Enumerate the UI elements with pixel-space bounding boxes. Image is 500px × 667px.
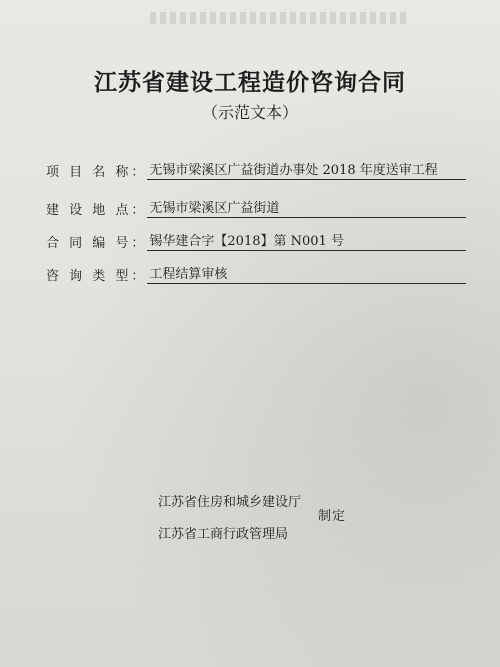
field-value: 工程结算审核 xyxy=(147,263,466,284)
document-title: 江苏省建设工程造价咨询合同 xyxy=(94,70,406,96)
field-contract-number xyxy=(46,229,466,251)
issuer-block xyxy=(158,487,301,551)
field-value: 锡华建合字【2018】第 N001 号 xyxy=(147,230,466,251)
field-label: 建 设 地 点： xyxy=(46,203,148,218)
field-construction-site xyxy=(46,196,466,218)
field-project-name xyxy=(46,158,466,180)
field-value: 无锡市梁溪区广益街道办事处 2018 年度送审工程 xyxy=(147,159,466,180)
document-subtitle: （示范文本） xyxy=(201,103,298,122)
field-consulting-type xyxy=(46,262,466,284)
issuer-housing-department: 江苏省住房和城乡建设厅 xyxy=(158,495,302,510)
field-value: 无锡市梁溪区广益街道 xyxy=(147,197,466,218)
issuer-commerce-bureau: 江苏省工商行政管理局 xyxy=(158,527,289,542)
field-label: 合 同 编 号： xyxy=(46,236,148,251)
issued-by-label: 制定 xyxy=(318,509,347,524)
field-label: 咨 询 类 型： xyxy=(46,269,148,284)
show-through-text xyxy=(150,12,410,24)
field-label: 项 目 名 称： xyxy=(46,165,148,180)
